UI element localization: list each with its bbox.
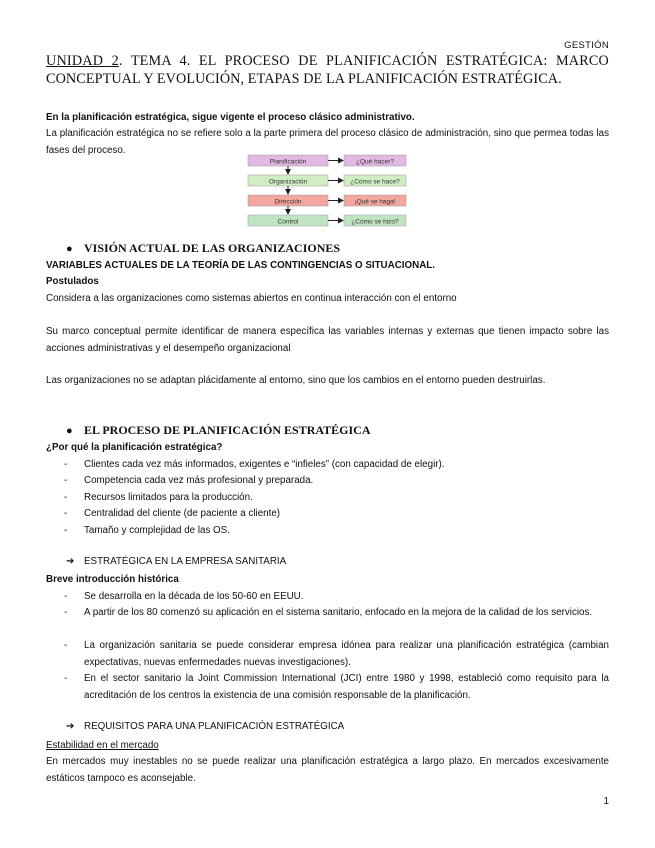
arrow-right-icon: ➔ <box>66 556 75 567</box>
section3-sub: Breve introducción histórica <box>46 574 179 585</box>
list-item: - La organización sanitaria se puede considerar empresa idónea para realizar una planificación estratégica (cambian expectativas, nuevas enfermedades nuevas investigaciones). <box>64 640 609 668</box>
list-item: - Se desarrolla en la década de los 50-60 en EEUU. <box>64 591 304 602</box>
stage-label: Dirección <box>274 198 302 206</box>
section4-sub: Estabilidad en el mercado <box>46 740 159 751</box>
title-line1: . TEMA 4. EL PROCESO DE PLANIFICACIÓN ESTRATÉGICA: MARCO <box>118 53 609 69</box>
section1-p2: Su marco conceptual permite identificar de manera específica las variables internas y externas que tienen impacto sobre las acciones administrativas y el desempeño organizacional <box>46 326 609 354</box>
question-label: ¿Cómo se hizo? <box>351 218 399 226</box>
bullet-icon: ● <box>66 243 73 255</box>
section1-subheading: VARIABLES ACTUALES DE LA TEORÍA DE LAS CONTINGENCIAS O SITUACIONAL. <box>46 260 435 271</box>
diagram-row <box>248 195 406 214</box>
diagram-row <box>248 175 406 194</box>
section1-p1: Considera a las organizaciones como sistemas abiertos en continua interacción con el entorno <box>46 293 457 304</box>
stage-label: Planificación <box>269 158 307 166</box>
page-title <box>46 52 609 88</box>
intro-text: La planificación estratégica no se refiere solo a la parte primera del proceso clásico de administración, sino que permea todas las fases del proceso. <box>46 128 609 156</box>
arrow-right-icon: ➔ <box>66 721 75 732</box>
section4-text: En mercados muy inestables no se puede realizar una planificación estratégica a largo plazo. En mercados excesivamente estáticos tampoco es aconsejable. <box>46 756 609 784</box>
intro-bold: En la planificación estratégica, sigue vigente el proceso clásico administrativo. <box>46 112 415 123</box>
section-proceso-heading: ● EL PROCESO DE PLANIFICACIÓN ESTRATÉGICA <box>66 423 371 437</box>
diagram-row <box>248 155 406 174</box>
unit-label: UNIDAD 2 <box>46 53 119 69</box>
section3-heading: ➔ ESTRATÉGICA EN LA EMPRESA SANITARIA <box>66 556 287 567</box>
section-visión-heading: ● VISIÓN ACTUAL DE LAS ORGANIZACIONES <box>66 241 341 255</box>
stage-label: Organización <box>268 178 308 186</box>
admin-process-diagram <box>246 153 410 229</box>
stage-label: Control <box>277 218 299 226</box>
list-item: - Centralidad del cliente (de paciente a cliente) <box>64 508 281 519</box>
section2-question: ¿Por qué la planificación estratégica? <box>46 442 223 453</box>
postulados-label: Postulados <box>46 276 99 287</box>
question-label: ¡Qué se haga! <box>354 198 396 206</box>
header-label: GESTIÓN <box>564 40 609 51</box>
list-item: - A partir de los 80 comenzó su aplicación en el sistema sanitario, enfocado en la mejora de la calidad de los servicios. <box>64 607 593 618</box>
diagram-row <box>248 215 406 226</box>
list-item: - En el sector sanitario la Joint Commission International (JCI) entre 1980 y 1998, estableció como requisito para la acreditación de los centros la existencia de una comisión responsable de la planificación. <box>64 673 609 701</box>
section4-heading: ➔ REQUISITOS PARA UNA PLANIFICACIÓN ESTRATÉGICA <box>66 721 345 732</box>
title-line2: CONCEPTUAL Y EVOLUCIÓN, ETAPAS DE LA PLANIFICACIÓN ESTRATÉGICA. <box>46 71 562 87</box>
list-item: - Recursos limitados para la producción. <box>64 492 253 503</box>
question-label: ¿Qué hacer? <box>356 158 394 166</box>
question-label: ¿Cómo se hace? <box>350 178 400 186</box>
list-item: - Competencia cada vez más profesional y preparada. <box>64 475 314 486</box>
list-item: - Clientes cada vez más informados, exigentes e “infieles” (con capacidad de elegir). <box>64 459 445 470</box>
list-item: - Tamaño y complejidad de las OS. <box>64 525 230 536</box>
page-number: 1 <box>603 796 609 807</box>
bullet-icon: ● <box>66 425 73 437</box>
section1-p3: Las organizaciones no se adaptan plácidamente al entorno, sino que los cambios en el entorno pueden destruirlas. <box>46 375 546 386</box>
